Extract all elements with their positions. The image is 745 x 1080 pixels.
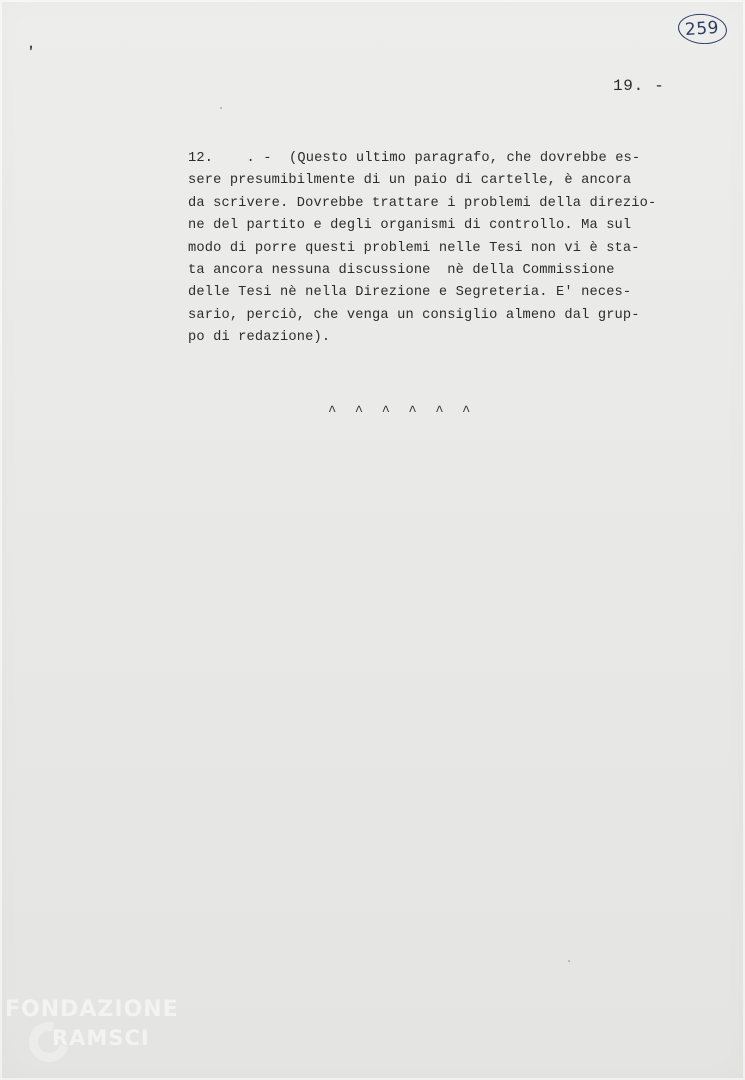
paper-speck — [568, 960, 570, 962]
paragraph-line-1 — [188, 148, 698, 170]
paragraph-line-9: po di redazione). — [188, 330, 331, 346]
fondazione-gramsci-watermark — [5, 998, 185, 1076]
paragraph-line-8: sario, perciò, che venga un consiglio almeno dal grup- — [188, 307, 640, 323]
watermark-line-1: FONDAZIONE — [5, 997, 179, 1022]
corner-mark: , — [24, 31, 36, 54]
paragraph-line-1-text: (Questo ultimo paragrafo, che dovrebbe es- — [289, 151, 641, 166]
archive-number-text: 259 — [684, 17, 720, 41]
paragraph-line-7: delle Tesi nè nella Direzione e Segreteria. E' neces- — [188, 285, 632, 301]
page-number: 19. - — [613, 77, 665, 95]
archive-number-stamp — [676, 10, 728, 47]
separator-marks: ^ ^ ^ ^ ^ ^ — [328, 404, 476, 420]
paragraph-line-4: ne del partito e degli organismi di controllo. Ma sul — [188, 218, 632, 234]
watermark-line-2: RAMSCI — [52, 1026, 150, 1050]
paragraph-line-6: ta ancora nessuna discussione nè della Commissione — [188, 263, 615, 279]
paragraph-number: 12. . - — [188, 151, 272, 166]
paragraph-line-3: da scrivere. Dovrebbe trattare i problemi della direzio- — [188, 195, 657, 211]
paragraph-line-5: modo di porre questi problemi nelle Tesi non vi è sta- — [188, 240, 640, 256]
paragraph-line-2: sere presumibilmente di un paio di cartelle, è ancora — [188, 173, 632, 189]
typewritten-paragraph — [188, 148, 698, 350]
paper-speck — [220, 107, 222, 109]
